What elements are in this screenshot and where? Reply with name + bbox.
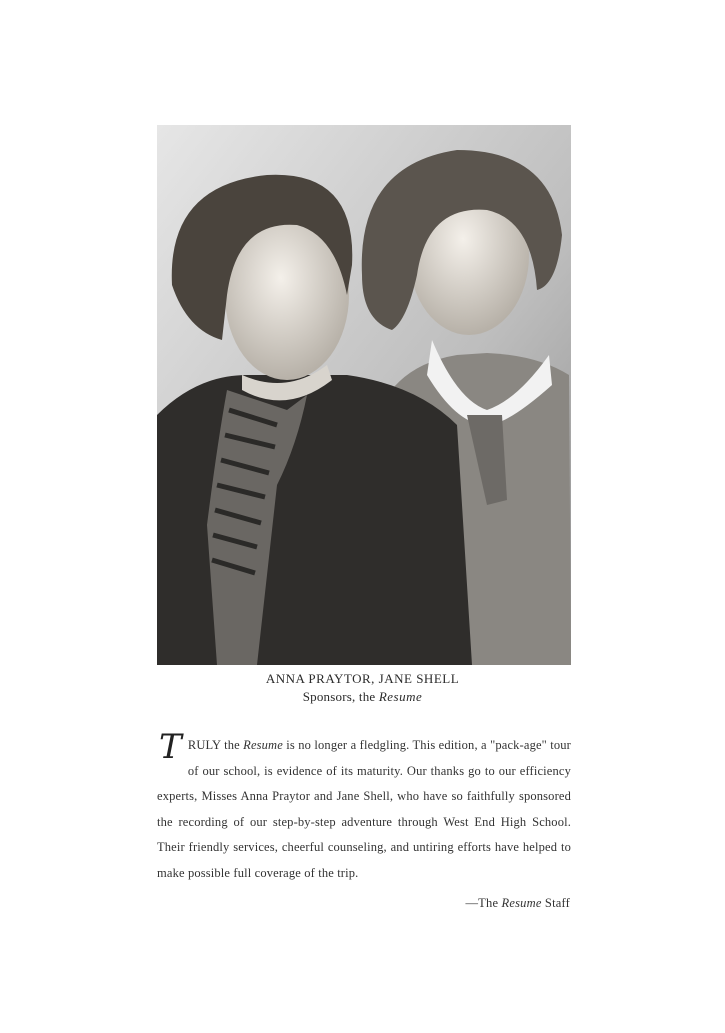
signature-suffix: Staff	[541, 896, 570, 910]
dedication-paragraph	[157, 727, 571, 887]
paragraph-part2: is no longer a fledgling. This edition, a "pack-age" tour of our school, is evidence of its maturity. Our thanks go to our efficiency experts, Misses Anna Praytor and Jane Shell, who have so faithfully sponsored the recording of our step-by-step adventure through West End High School. Their friendly services, cheerful counseling, and untiring efforts have helped to make possible full coverage of the trip.	[157, 738, 571, 880]
portrait-illustration	[157, 125, 571, 665]
caption-publication: Resume	[378, 689, 423, 704]
caption-role-prefix: Sponsors, the	[302, 689, 379, 704]
paragraph-part1: RULY the	[187, 738, 244, 752]
signature-publication: Resume	[501, 896, 542, 910]
caption-names: ANNA PRAYTOR, JANE SHELL	[265, 671, 460, 686]
drop-cap: T	[159, 727, 182, 767]
portrait-photo	[157, 125, 571, 665]
caption-role	[0, 689, 725, 705]
signature-prefix: —The	[465, 896, 502, 910]
signature	[465, 896, 570, 911]
paragraph-publication: Resume	[243, 738, 283, 752]
